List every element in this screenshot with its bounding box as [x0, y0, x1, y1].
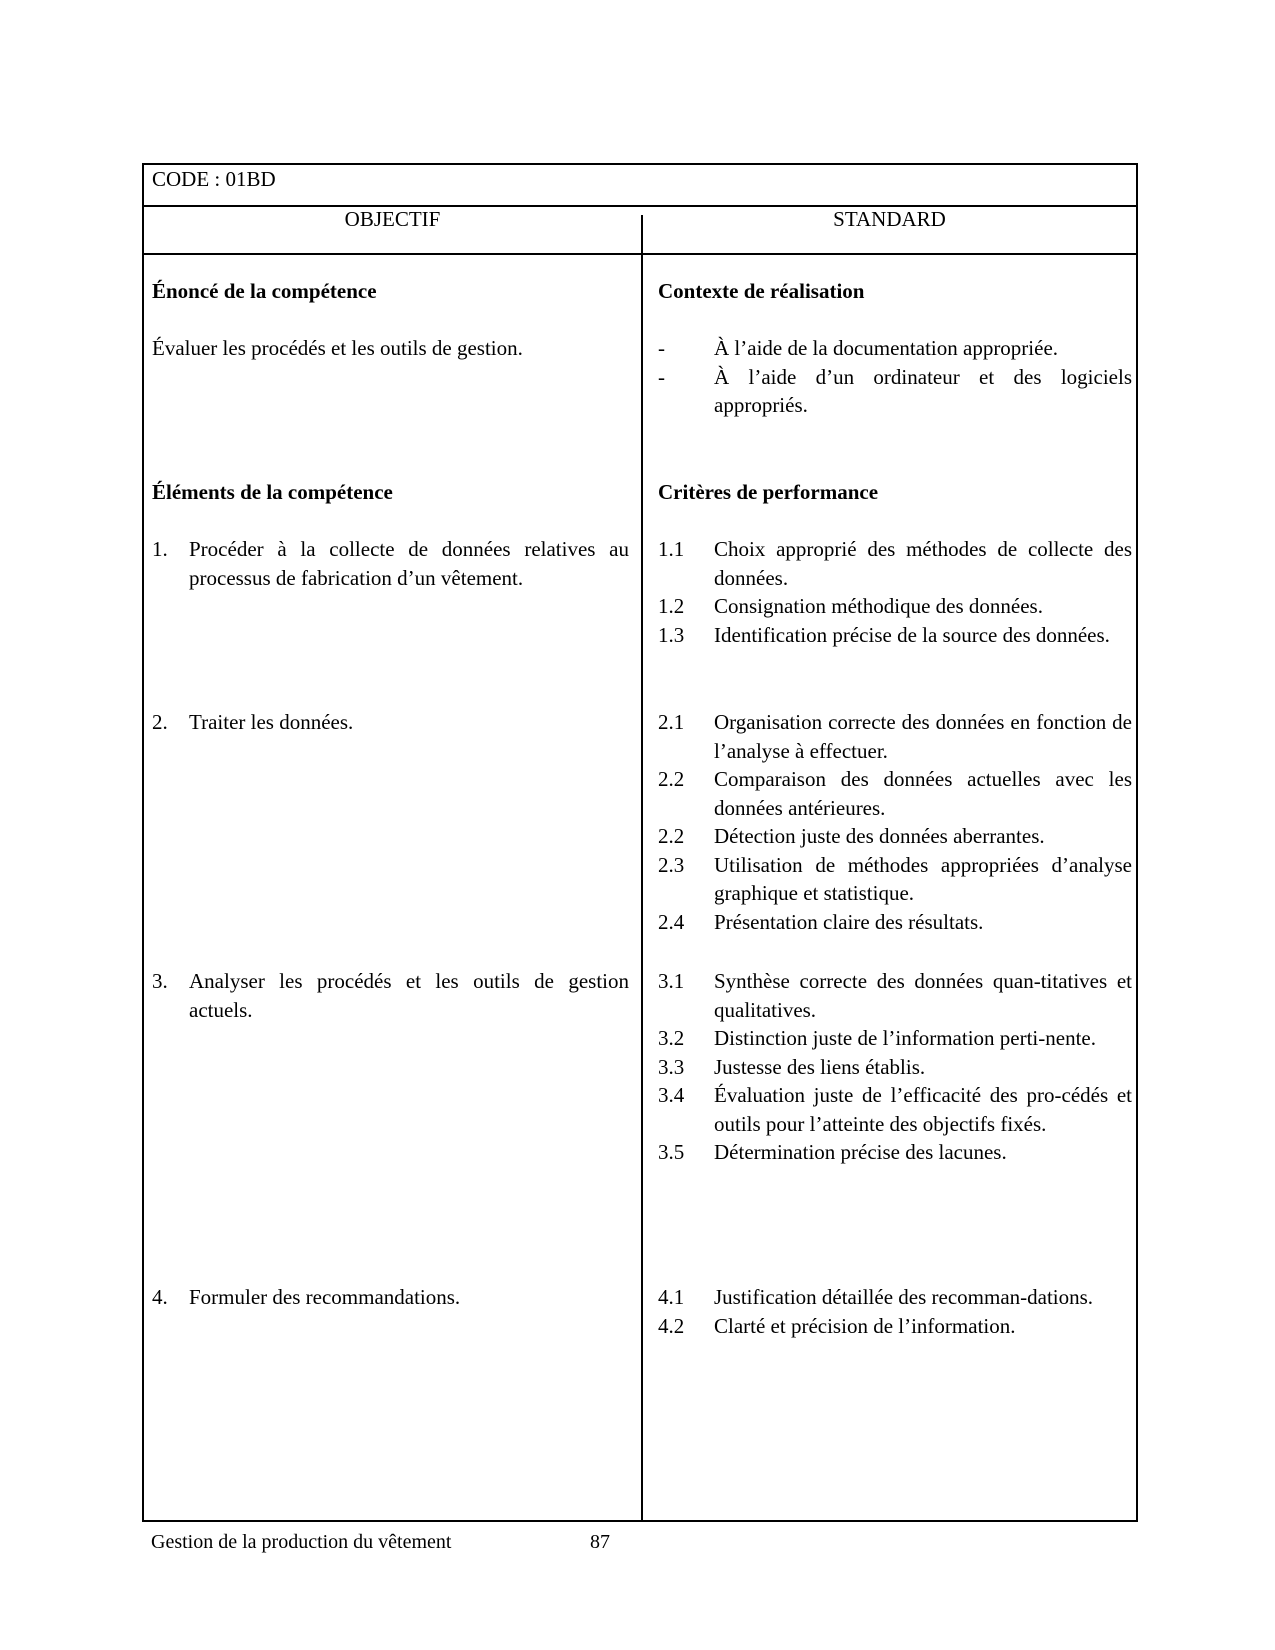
elements-heading: Éléments de la compétence: [152, 480, 393, 504]
criterion: [658, 851, 1132, 908]
competency-table: [142, 163, 1138, 1522]
criterion-text: Clarté et précision de l’information.: [714, 1313, 1016, 1338]
criterion: [658, 621, 1132, 650]
criterion: [658, 1312, 1132, 1341]
contexte-text: À l’aide de la documentation appropriée.: [714, 336, 1059, 360]
contexte-item: [658, 363, 1132, 420]
footer-title: Gestion de la production du vêtement: [151, 1531, 452, 1553]
criteria-group: [658, 1283, 1132, 1340]
enonce-heading: Énoncé de la compétence: [152, 279, 377, 303]
criterion: [658, 1024, 1132, 1053]
criterion: [658, 908, 1132, 937]
criterion: [658, 967, 1132, 1024]
criterion-text: Organisation correcte des données en fonction de l’analyse à effectuer.: [714, 710, 1132, 763]
element-text: Traiter les données.: [189, 710, 354, 734]
page-number: 87: [590, 1531, 610, 1553]
criterion-text: Comparaison des données actuelles avec les données antérieures.: [714, 767, 1132, 820]
criterion-text: Identification précise de la source des données.: [714, 622, 1110, 647]
standard-header: STANDARD: [833, 207, 946, 231]
criterion-number: 4.2: [658, 1313, 685, 1338]
criterion: [658, 1053, 1132, 1082]
criteria-group: [658, 967, 1132, 1167]
element-number: 2.: [152, 710, 168, 734]
criterion-text: Utilisation de méthodes appropriées d’analyse graphique et statistique.: [714, 852, 1132, 905]
criterion-number: 3.3: [658, 1054, 685, 1079]
criterion-number: 2.4: [658, 909, 685, 934]
criterion-text: Distinction juste de l’information perti-nente.: [714, 1026, 1096, 1050]
criterion-text: Synthèse correcte des données quan-titatives et qualitatives.: [714, 969, 1132, 1022]
criterion: [658, 822, 1132, 851]
element-item: [152, 967, 629, 1024]
criterion: [658, 1283, 1132, 1312]
element-number: 1.: [152, 537, 168, 561]
criterion: [658, 535, 1132, 592]
criterion: [658, 708, 1132, 765]
element-text: Procéder à la collecte de données relatives au processus de fabrication d’un vêtement.: [189, 537, 629, 590]
criterion-number: 3.2: [658, 1026, 685, 1050]
criterion-number: 1.3: [658, 622, 685, 647]
criterion-text: Détection juste des données aberrantes.: [714, 824, 1045, 848]
criterion-number: 2.2: [658, 767, 685, 791]
criterion-number: 4.1: [658, 1285, 685, 1309]
criteres-heading: Critères de performance: [658, 480, 879, 504]
criterion: [658, 1081, 1132, 1138]
criterion-text: Consignation méthodique des données.: [714, 594, 1043, 618]
element-item: [152, 708, 629, 737]
element-item: [152, 535, 629, 592]
criterion-number: 1.1: [658, 537, 685, 561]
bullet: -: [658, 364, 665, 389]
contexte-heading: Contexte de réalisation: [658, 279, 865, 303]
contexte-item: [658, 334, 1132, 363]
criterion-text: Choix approprié des méthodes de collecte des données.: [714, 537, 1132, 590]
divider: [144, 253, 1136, 255]
element-number: 3.: [152, 969, 168, 993]
element-text: Formuler des recommandations.: [189, 1285, 461, 1309]
criterion-number: 2.1: [658, 710, 685, 734]
criterion-text: Justesse des liens établis.: [714, 1054, 926, 1079]
element-number: 4.: [152, 1285, 168, 1309]
criteria-group: [658, 535, 1132, 649]
criterion-number: 3.4: [658, 1083, 685, 1107]
criterion-number: 3.5: [658, 1140, 685, 1164]
element-text: Analyser les procédés et les outils de gestion actuels.: [189, 969, 629, 1022]
criterion: [658, 1138, 1132, 1167]
criterion: [658, 592, 1132, 621]
criterion-text: Présentation claire des résultats.: [714, 909, 984, 934]
criterion-number: 1.2: [658, 594, 685, 618]
enonce-text: Évaluer les procédés et les outils de gestion.: [152, 336, 523, 360]
element-item: [152, 1283, 629, 1312]
criterion-text: Justification détaillée des recomman-dations.: [714, 1285, 1094, 1309]
criterion-number: 2.2: [658, 824, 685, 848]
criterion-number: 3.1: [658, 969, 685, 993]
criterion-number: 2.3: [658, 852, 685, 877]
contexte-list: [658, 334, 1132, 420]
criteria-group: [658, 708, 1132, 936]
objectif-header: OBJECTIF: [344, 207, 441, 231]
criterion-text: Détermination précise des lacunes.: [714, 1140, 1007, 1164]
criterion: [658, 765, 1132, 822]
contexte-text: À l’aide d’un ordinateur et des logiciels appropriés.: [714, 364, 1132, 417]
column-divider: [641, 215, 643, 1520]
bullet: -: [658, 336, 665, 360]
code-label: CODE : 01BD: [152, 167, 276, 191]
criterion-text: Évaluation juste de l’efficacité des pro-cédés et outils pour l’atteinte des objectifs fixés.: [714, 1083, 1132, 1136]
